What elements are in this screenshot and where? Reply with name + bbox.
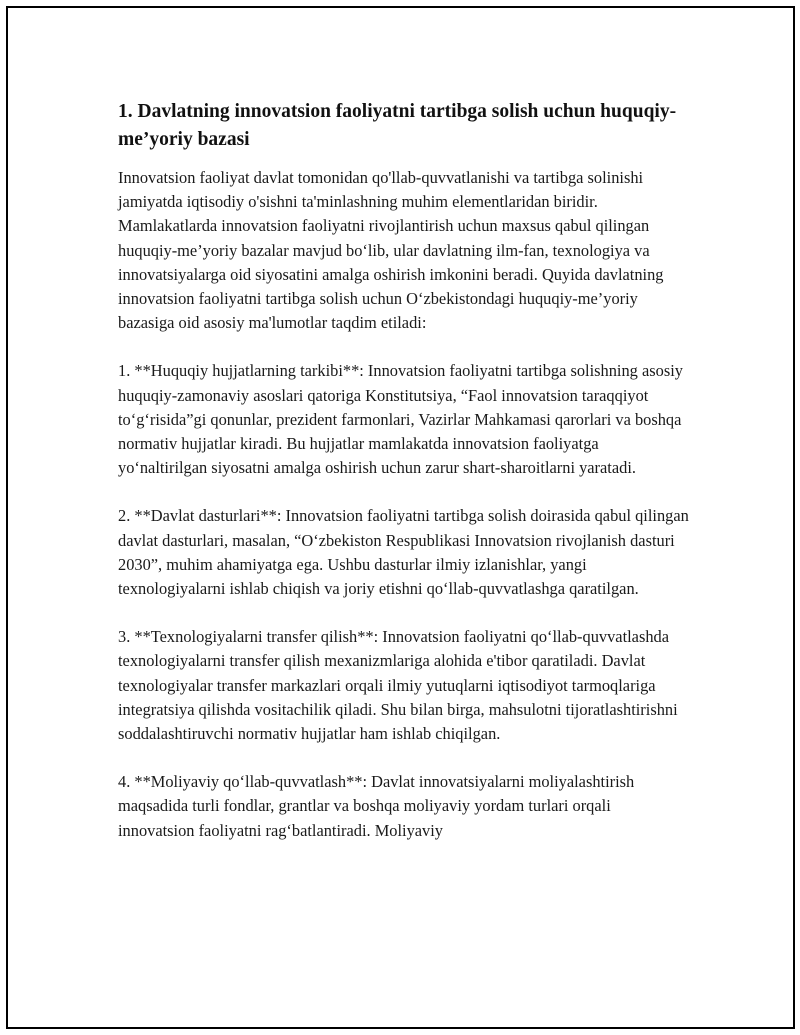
document-body — [118, 98, 690, 867]
intro-paragraph: Innovatsion faoliyat davlat tomonidan qo'llab-quvvatlanishi va tartibga solinishi jamiyatda iqtisodiy o'sishni ta'minlashning muhim elementlaridan biridir. Mamlakatlarda innovatsion faoliyatni rivojlantirish uchun maxsus qabul qilingan huquqiy-me’yoriy bazalar mavjud bo‘lib, ular davlatning ilm-fan, texnologiya va innovatsiyalarga oid siyosatini amalga oshirish imkonini beradi. Quyida davlatning innovatsion faoliyatni tartibga solish uchun O‘zbekistondagi huquqiy-me’yoriy bazasiga oid asosiy ma'lumotlar taqdim etiladi: — [118, 168, 664, 333]
paragraph-legal-documents: 1. **Huquqiy hujjatlarning tarkibi**: Innovatsion faoliyatni tartibga solishning asosiy huquqiy-zamonaviy asoslari qatoriga Konstitutsiya, “Faol innovatsion taraqqiyot to‘g‘risida”gi qonunlar, prezident farmonlari, Vazirlar Mahkamasi qarorlari va boshqa normativ hujjatlar kiradi. Bu hujjatlar mamlakatda innovatsion faoliyatga yo‘naltirilgan siyosatni amalga oshirish uchun zarur shart-sharoitlarni yaratadi. — [118, 361, 683, 478]
section-heading: 1. Davlatning innovatsion faoliyatni tartibga solish uchun huquqiy-me’yoriy bazasi — [118, 101, 677, 150]
paragraph-technology-transfer: 3. **Texnologiyalarni transfer qilish**: Innovatsion faoliyatni qo‘llab-quvvatlashda texnologiyalarni transfer qilish mexanizmlariga alohida e'tibor qaratiladi. Davlat texnologiyalar transfer markazlari orqali ilmiy yutuqlarni iqtisodiyot tarmoqlariga integratsiya qilishda vositachilik qiladi. Shu bilan birga, mahsulotni tijoratlashtirishni soddalashtiruvchi normativ hujjatlar ham ishlab chiqilgan. — [118, 627, 678, 744]
paragraph-financial-support: 4. **Moliyaviy qo‘llab-quvvatlash**: Davlat innovatsiyalarni moliyalashtirish maqsadida turli fondlar, grantlar va boshqa moliyaviy yordam turlari orqali innovatsion faoliyatni rag‘batlantiradi. Moliyaviy — [118, 772, 635, 840]
paragraph-state-programs: 2. **Davlat dasturlari**: Innovatsion faoliyatni tartibga solish doirasida qabul qilingan davlat dasturlari, masalan, “O‘zbekiston Respublikasi Innovatsion rivojlanish dasturi 2030”, muhim ahamiyatga ega. Ushbu dasturlar ilmiy izlanishlar, yangi texnologiyalarni ishlab chiqish va joriy etishni qo‘llab-quvvatlashga qaratilgan. — [118, 506, 689, 599]
page-frame — [6, 6, 795, 1029]
